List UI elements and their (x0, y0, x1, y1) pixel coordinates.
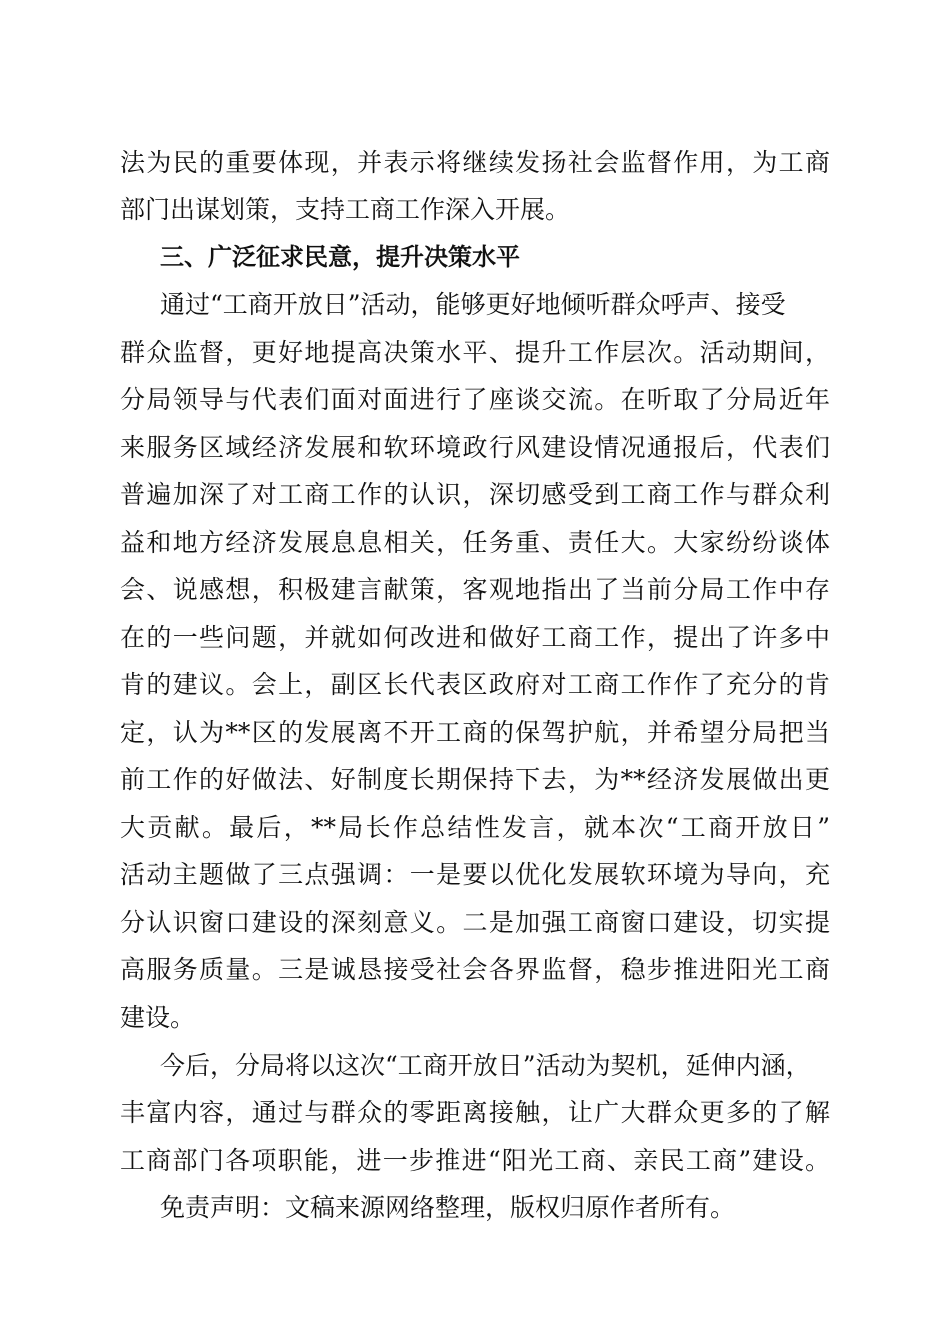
paragraph-line: 前工作的好做法、好制度长期保持下去，为**经济发展做出更 (120, 765, 830, 794)
paragraph-line: 高服务质量。三是诚恳接受社会各界监督，稳步推进阳光工商 (120, 955, 830, 984)
paragraph-line: 丰富内容，通过与群众的零距离接触，让广大群众更多的了解 (120, 1098, 830, 1127)
paragraph-line: 在的一些问题，并就如何改进和做好工商工作，提出了许多中 (120, 623, 830, 652)
section-heading: 三、广泛征求民意，提升决策水平 (160, 243, 520, 271)
paragraph-line: 分局领导与代表们面对面进行了座谈交流。在听取了分局近年 (120, 385, 830, 414)
paragraph-line: 定，认为**区的发展离不开工商的保驾护航，并希望分局把当 (120, 718, 830, 747)
paragraph-line: 分认识窗口建设的深刻意义。二是加强工商窗口建设，切实提 (120, 908, 830, 937)
disclaimer: 免责声明：文稿来源网络整理，版权归原作者所有。 (160, 1193, 736, 1222)
paragraph-line: 群众监督，更好地提高决策水平、提升工作层次。活动期间， (120, 338, 830, 367)
paragraph-line: 益和地方经济发展息息相关，任务重、责任大。大家纷纷谈体 (120, 528, 830, 557)
paragraph-line: 建设。 (120, 1003, 196, 1032)
paragraph-line: 通过“工商开放日”活动，能够更好地倾听群众呼声、接受 (160, 290, 786, 319)
paragraph-line: 今后，分局将以这次“工商开放日”活动为契机，延伸内涵， (160, 1051, 811, 1080)
paragraph-line: 法为民的重要体现，并表示将继续发扬社会监督作用，为工商 (120, 148, 830, 177)
paragraph-line: 普遍加深了对工商工作的认识，深切感受到工商工作与群众利 (120, 480, 830, 509)
paragraph-line: 来服务区域经济发展和软环境政行风建设情况通报后，代表们 (120, 433, 830, 462)
paragraph-line: 肯的建议。会上，副区长代表区政府对工商工作作了充分的肯 (120, 670, 830, 699)
paragraph-line: 活动主题做了三点强调：一是要以优化发展软环境为导向，充 (120, 860, 830, 889)
paragraph-line: 会、说感想，积极建言献策，客观地指出了当前分局工作中存 (120, 575, 830, 604)
paragraph-line: 工商部门各项职能，进一步推进“阳光工商、亲民工商”建设。 (120, 1146, 830, 1175)
paragraph-line: 部门出谋划策，支持工商工作深入开展。 (120, 195, 571, 224)
paragraph-line: 大贡献。最后，**局长作总结性发言，就本次“工商开放日” (120, 813, 830, 842)
